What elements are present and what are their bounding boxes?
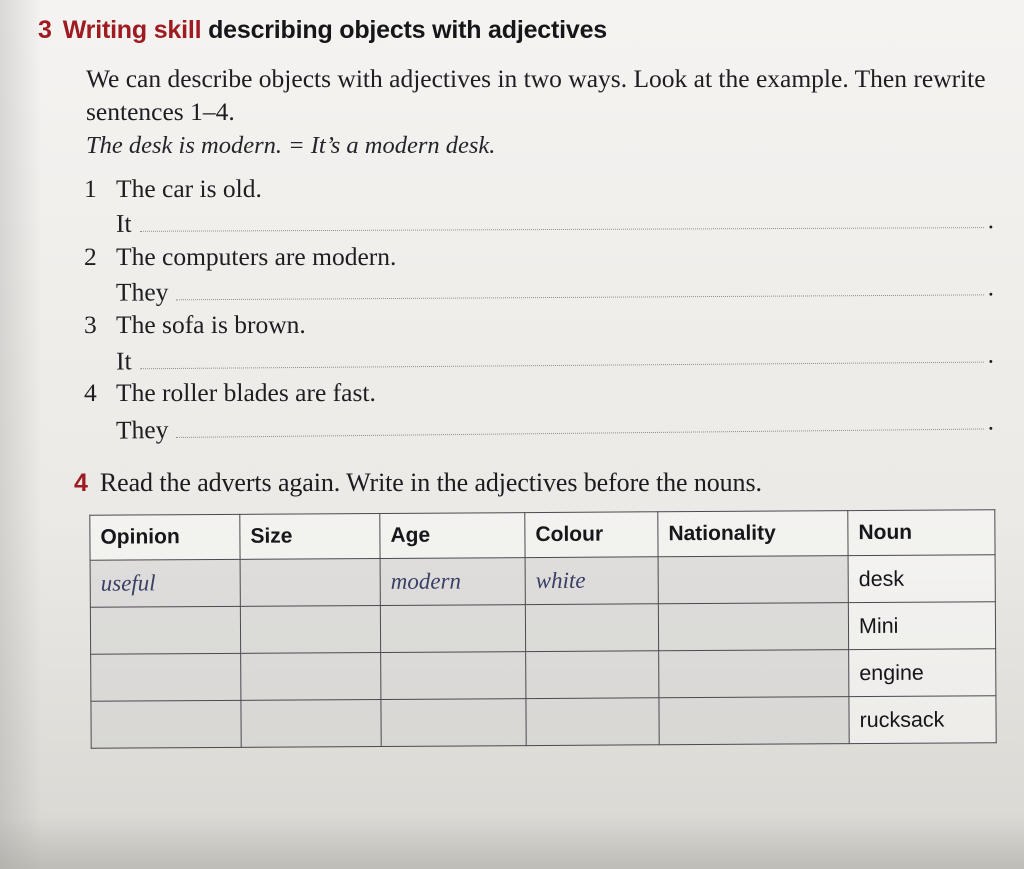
list-item bbox=[84, 376, 994, 444]
answer-input[interactable] bbox=[176, 428, 983, 438]
cell-opinion[interactable] bbox=[90, 606, 240, 654]
answer-input[interactable] bbox=[140, 361, 984, 370]
cell-size[interactable] bbox=[240, 605, 380, 653]
list-item bbox=[84, 308, 994, 376]
item-sentence: The roller blades are fast. bbox=[116, 377, 376, 407]
answer-period: . bbox=[987, 408, 995, 436]
cell-age[interactable] bbox=[380, 604, 525, 652]
cell-size[interactable] bbox=[241, 652, 381, 700]
exercise-3-heading bbox=[38, 16, 994, 45]
cell-age[interactable] bbox=[381, 698, 526, 746]
column-header-noun: Noun bbox=[848, 510, 995, 556]
answer-input[interactable] bbox=[140, 227, 984, 233]
answer-period: . bbox=[987, 274, 995, 302]
cell-age[interactable]: modern bbox=[380, 557, 525, 605]
answer-lead: They bbox=[115, 415, 169, 445]
item-sentence: The car is old. bbox=[116, 174, 262, 204]
cell-opinion[interactable] bbox=[91, 653, 241, 701]
answer-lead: It bbox=[115, 209, 132, 239]
exercise-3-title: describing objects with adjectives bbox=[208, 16, 607, 44]
exercise-3-number: 3 bbox=[38, 16, 52, 44]
cell-size[interactable] bbox=[241, 699, 381, 747]
item-number: 4 bbox=[84, 377, 97, 407]
exercise-3-instruction: We can describe objects with adjectives in two ways. Look at the example. Then rewrite sentences 1–4. bbox=[86, 64, 986, 126]
exercise-3-label: Writing skill bbox=[62, 16, 202, 44]
exercise-3-example: The desk is modern. = It’s a modern desk. bbox=[86, 132, 496, 160]
answer-period: . bbox=[987, 207, 995, 235]
column-header-nationality: Nationality bbox=[658, 510, 848, 556]
answer-row bbox=[116, 404, 994, 448]
table-row bbox=[91, 696, 996, 749]
answer-period: . bbox=[987, 341, 995, 369]
cell-colour[interactable] bbox=[526, 651, 659, 699]
exercise-4-number: 4 bbox=[74, 468, 88, 497]
list-item bbox=[84, 172, 994, 240]
cell-noun: rucksack bbox=[849, 696, 996, 744]
list-item bbox=[84, 240, 994, 308]
cell-noun: Mini bbox=[848, 602, 995, 650]
cell-size[interactable] bbox=[240, 558, 380, 606]
answer-row bbox=[116, 203, 994, 242]
adjective-order-table-wrapper bbox=[89, 509, 995, 749]
cell-noun: desk bbox=[848, 555, 995, 603]
answer-row bbox=[116, 338, 994, 380]
answer-lead: It bbox=[115, 346, 132, 376]
cell-nationality[interactable] bbox=[658, 602, 848, 650]
cell-age[interactable] bbox=[381, 651, 526, 699]
table-row bbox=[91, 649, 996, 702]
item-sentence: The sofa is brown. bbox=[116, 310, 306, 340]
column-header-size: Size bbox=[240, 513, 380, 559]
table-row bbox=[90, 555, 995, 608]
exercise-4-heading bbox=[74, 468, 994, 498]
answer-row bbox=[116, 271, 994, 311]
table-header-row bbox=[90, 510, 995, 561]
column-header-opinion: Opinion bbox=[90, 514, 240, 560]
table-row bbox=[90, 602, 995, 655]
item-number: 2 bbox=[84, 242, 97, 272]
item-number: 3 bbox=[84, 310, 97, 340]
item-sentence: The computers are modern. bbox=[116, 242, 397, 272]
cell-nationality[interactable] bbox=[659, 696, 849, 744]
cell-nationality[interactable] bbox=[658, 555, 848, 603]
item-number: 1 bbox=[84, 174, 97, 204]
cell-colour[interactable]: white bbox=[525, 557, 658, 605]
exercise-3-items bbox=[34, 172, 994, 444]
column-header-age: Age bbox=[380, 512, 525, 558]
cell-opinion[interactable] bbox=[91, 700, 241, 748]
column-header-colour: Colour bbox=[525, 512, 658, 558]
cell-colour[interactable] bbox=[526, 698, 659, 746]
cell-noun: engine bbox=[849, 649, 996, 697]
cell-nationality[interactable] bbox=[659, 649, 849, 697]
answer-input[interactable] bbox=[176, 294, 983, 301]
answer-lead: They bbox=[115, 277, 169, 307]
cell-opinion[interactable]: useful bbox=[90, 559, 240, 607]
cell-colour[interactable] bbox=[525, 604, 658, 652]
exercise-4-instruction: Read the adverts again. Write in the adjectives before the nouns. bbox=[99, 467, 762, 497]
adjective-order-table bbox=[89, 509, 996, 749]
